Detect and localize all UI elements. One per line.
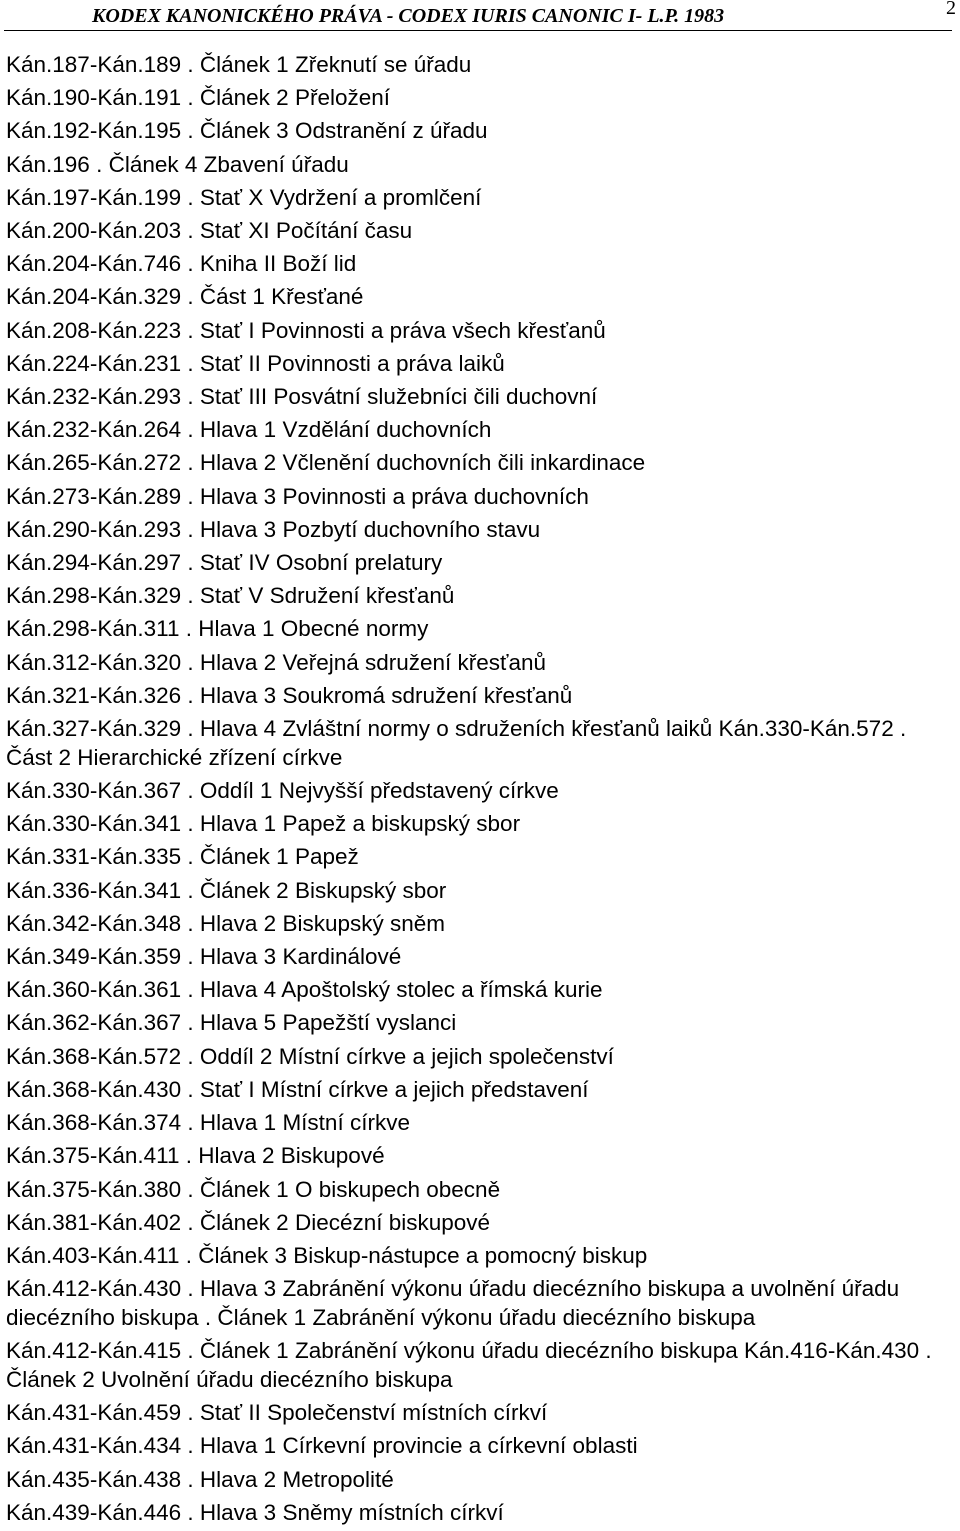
page-header — [4, 0, 956, 36]
toc-entry: Kán.375-Kán.411 . Hlava 2 Biskupové — [6, 1143, 385, 1169]
table-of-contents — [6, 48, 951, 1529]
toc-entry: Kán.439-Kán.446 . Hlava 3 Sněmy místních církví — [6, 1499, 504, 1525]
toc-entry: Kán.298-Kán.329 . Stať V Sdružení křesťanů — [6, 583, 455, 609]
toc-entry: Kán.187-Kán.189 . Článek 1 Zřeknutí se úřadu — [6, 52, 472, 77]
toc-entry: Kán.208-Kán.223 . Stať I Povinnosti a práva všech křesťanů — [6, 317, 606, 343]
toc-entry: Kán.336-Kán.341 . Článek 2 Biskupský sbor — [6, 877, 447, 903]
toc-entry: Kán.298-Kán.311 . Hlava 1 Obecné normy — [6, 616, 429, 642]
toc-entry: Kán.330-Kán.341 . Hlava 1 Papež a biskupský sbor — [6, 811, 521, 837]
page-number: 2 — [946, 0, 956, 19]
toc-entry: Kán.232-Kán.264 . Hlava 1 Vzdělání duchovních — [6, 417, 492, 443]
toc-entry: Kán.290-Kán.293 . Hlava 3 Pozbytí duchovního stavu — [6, 516, 541, 542]
toc-entry: Kán.412-Kán.415 . Článek 1 Zabránění výkonu úřadu diecézního biskupa Kán.416-Kán.430 . Článek 2 Uvolnění úřadu diecézního biskupa — [6, 1338, 932, 1393]
toc-entry: Kán.190-Kán.191 . Článek 2 Přeložení — [6, 85, 391, 111]
toc-entry: Kán.360-Kán.361 . Hlava 4 Apoštolský stolec a římská kurie — [6, 977, 603, 1003]
toc-entry: Kán.224-Kán.231 . Stať II Povinnosti a práva laiků — [6, 350, 505, 376]
toc-entry: Kán.192-Kán.195 . Článek 3 Odstranění z úřadu — [6, 118, 488, 144]
toc-entry: Kán.200-Kán.203 . Stať XI Počítání času — [6, 218, 413, 244]
toc-entry: Kán.381-Kán.402 . Článek 2 Diecézní biskupové — [6, 1209, 491, 1235]
toc-entry: Kán.265-Kán.272 . Hlava 2 Včlenění duchovních čili inkardinace — [6, 450, 646, 476]
toc-entry: Kán.196 . Článek 4 Zbavení úřadu — [6, 151, 349, 177]
toc-entry: Kán.431-Kán.459 . Stať II Společenství místních církví — [6, 1400, 548, 1426]
toc-entry: Kán.197-Kán.199 . Stať X Vydržení a promlčení — [6, 184, 482, 210]
toc-entry: Kán.375-Kán.380 . Článek 1 O biskupech obecně — [6, 1176, 501, 1202]
toc-entry: Kán.204-Kán.329 . Část 1 Křesťané — [6, 284, 364, 310]
document-title: KODEX KANONICKÉHO PRÁVA - CODEX IURIS CANONIC I- L.P. 1983 — [92, 5, 725, 27]
toc-entry: Kán.368-Kán.374 . Hlava 1 Místní církve — [6, 1110, 410, 1136]
toc-entry: Kán.204-Kán.746 . Kniha II Boží lid — [6, 251, 357, 277]
toc-entry: Kán.431-Kán.434 . Hlava 1 Církevní provincie a církevní oblasti — [6, 1433, 638, 1459]
toc-entry: Kán.232-Kán.293 . Stať III Posvátní služebníci čili duchovní — [6, 384, 598, 410]
toc-entry: Kán.321-Kán.326 . Hlava 3 Soukromá sdružení křesťanů — [6, 682, 573, 708]
toc-entry: Kán.412-Kán.430 . Hlava 3 Zabránění výkonu úřadu diecézního biskupa a uvolnění úřadu diecézního biskupa . Článek 1 Zabránění výkonu úřadu diecézního biskupa — [6, 1276, 900, 1331]
header-divider — [4, 30, 952, 31]
toc-entry: Kán.368-Kán.430 . Stať I Místní církve a jejich představení — [6, 1076, 589, 1102]
toc-entry: Kán.294-Kán.297 . Stať IV Osobní prelatury — [6, 550, 443, 576]
toc-entry: Kán.312-Kán.320 . Hlava 2 Veřejná sdružení křesťanů — [6, 649, 547, 675]
toc-entry: Kán.349-Kán.359 . Hlava 3 Kardinálové — [6, 944, 402, 970]
toc-entry: Kán.435-Kán.438 . Hlava 2 Metropolité — [6, 1466, 394, 1492]
toc-entry: Kán.331-Kán.335 . Článek 1 Papež — [6, 844, 359, 870]
toc-entry: Kán.273-Kán.289 . Hlava 3 Povinnosti a práva duchovních — [6, 483, 589, 509]
toc-entry: Kán.342-Kán.348 . Hlava 2 Biskupský sněm — [6, 910, 445, 936]
toc-entry: Kán.403-Kán.411 . Článek 3 Biskup-nástupce a pomocný biskup — [6, 1242, 648, 1268]
toc-entry: Kán.330-Kán.367 . Oddíl 1 Nejvyšší představený církve — [6, 778, 559, 804]
toc-entry: Kán.368-Kán.572 . Oddíl 2 Místní církve a jejich společenství — [6, 1043, 614, 1069]
toc-entry: Kán.327-Kán.329 . Hlava 4 Zvláštní normy o sdruženích křesťanů laiků Kán.330-Kán.572 . Část 2 Hierarchické zřízení církve — [6, 716, 907, 771]
toc-entry: Kán.362-Kán.367 . Hlava 5 Papežští vyslanci — [6, 1010, 457, 1036]
